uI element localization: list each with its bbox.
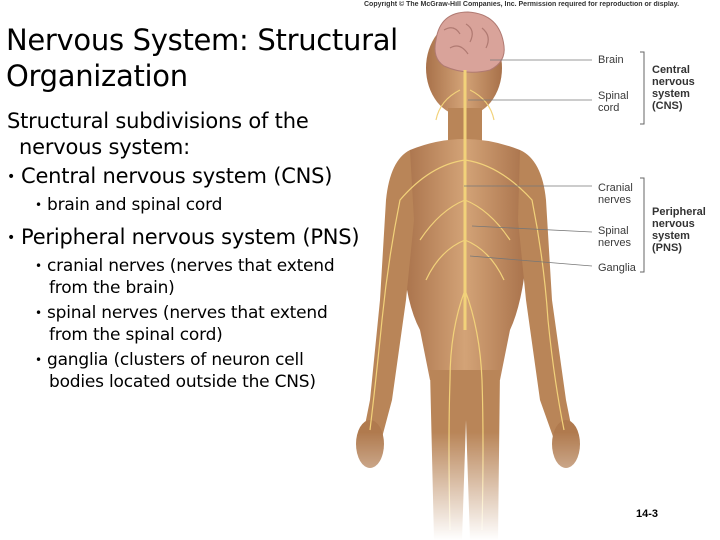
page-number: 14-3 bbox=[636, 508, 659, 520]
pns-bullet: • Peripheral nervous system (PNS) bbox=[7, 225, 360, 249]
label-cns: Central nervous system (CNS) bbox=[652, 64, 695, 112]
label-brain: Brain bbox=[598, 54, 624, 66]
intro-text: Structural subdivisions of the nervous system: bbox=[7, 109, 309, 159]
label-ganglia: Ganglia bbox=[598, 262, 636, 274]
label-spinal-nerves: Spinal nerves bbox=[598, 225, 632, 249]
slide-title: Nervous System: Structural Organization bbox=[6, 23, 398, 93]
slide-body bbox=[7, 108, 397, 393]
label-spinal-cord: Spinal cord bbox=[598, 90, 629, 114]
pns-item-ganglia: • ganglia (clusters of neuron cell bodies located outside the CNS) bbox=[35, 350, 316, 392]
label-pns: Peripheral nervous system (PNS) bbox=[652, 206, 706, 254]
cns-bullet: • Central nervous system (CNS) bbox=[7, 164, 333, 188]
pns-item-cranial: • cranial nerves (nerves that extend from the brain) bbox=[35, 256, 335, 298]
cns-subitem: • brain and spinal cord bbox=[35, 195, 223, 215]
label-cranial-nerves: Cranial nerves bbox=[598, 182, 633, 206]
pns-item-spinal: • spinal nerves (nerves that extend from the spinal cord) bbox=[35, 303, 328, 345]
